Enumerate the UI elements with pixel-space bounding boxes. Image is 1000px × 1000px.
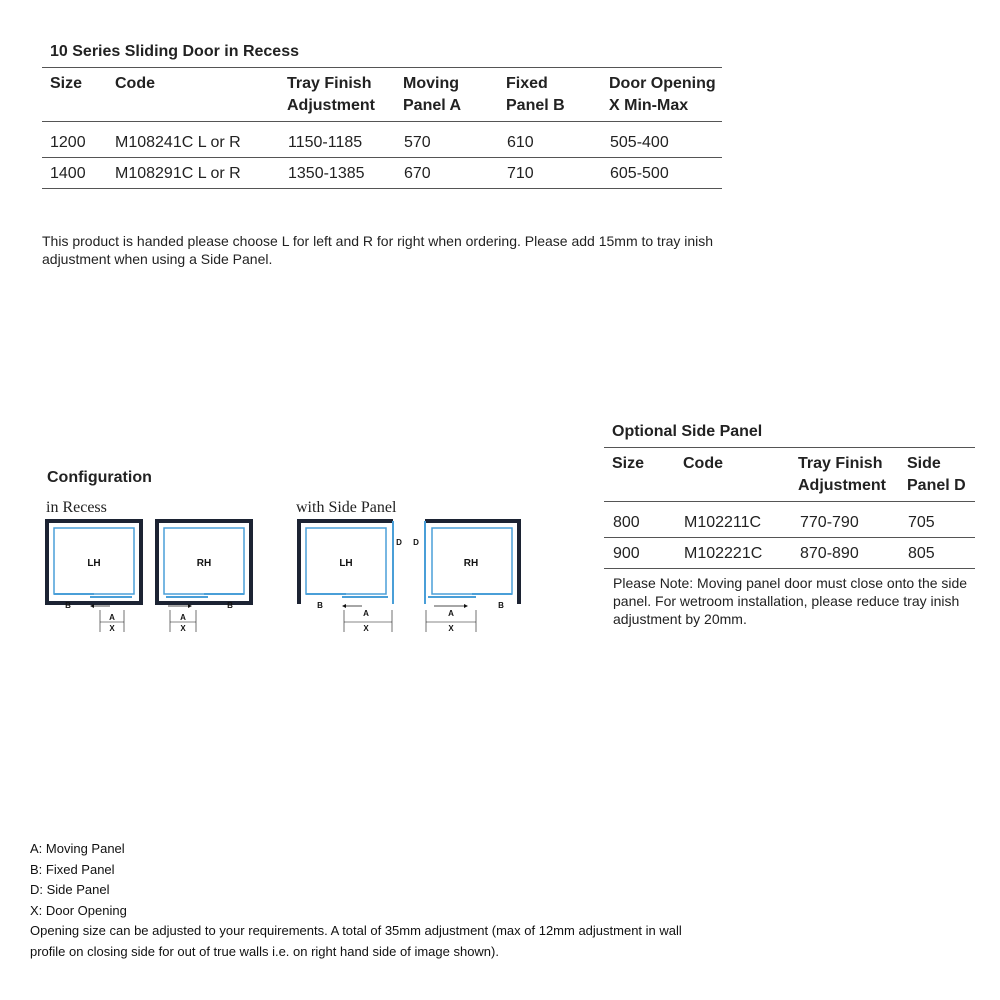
diagram-b-label: B (227, 601, 233, 610)
table-row-2-size: 1400 (50, 165, 86, 182)
diagram-x-label: X (180, 624, 186, 633)
side-col-header-tray: Tray Finish Adjustment (798, 455, 886, 494)
side-table-rule-header (604, 501, 975, 502)
diagram-lh-recess (44, 518, 144, 636)
col-header-code: Code (115, 75, 155, 92)
col-header-door-opening: Door Opening X Min-Max (609, 75, 716, 114)
diagram-lh-label: LH (339, 558, 353, 569)
configuration-title: Configuration (47, 469, 152, 486)
table-row-2-door: 605-500 (610, 165, 669, 182)
diagram-b-label: B (65, 601, 71, 610)
diagram-rh-label: RH (196, 558, 212, 569)
in-recess-label: in Recess (46, 499, 107, 516)
side-col-header-code: Code (683, 455, 723, 472)
side-row-1-size: 800 (613, 514, 640, 531)
main-table-rule-bottom (42, 188, 722, 189)
legend-line: D: Side Panel (30, 882, 110, 897)
side-table-rule-row1 (604, 537, 975, 538)
legend-line: profile on closing side for out of true walls i.e. on right hand side of image shown). (30, 943, 499, 959)
col-header-size: Size (50, 75, 83, 92)
side-row-2-side: 805 (908, 545, 935, 562)
table-row-2-code: M108291C L or R (115, 165, 241, 182)
side-panel-note: Please Note: Moving panel door must close onto the side panel. For wetroom installation, please reduce tray inish adjustment by 20mm. (613, 575, 968, 627)
col-header-moving-panel: Moving Panel A (403, 75, 462, 114)
main-table-rule-header (42, 121, 722, 122)
side-row-1-code: M102211C (684, 514, 762, 531)
col-header-fixed-panel: Fixed Panel B (506, 75, 565, 114)
diagram-x-label: X (109, 624, 115, 633)
diagram-x-label: X (363, 624, 369, 633)
diagram-d-label: D (413, 538, 419, 547)
table-row-1-moving: 570 (404, 134, 431, 151)
col-header-tray-finish: Tray Finish Adjustment (287, 75, 375, 114)
side-row-2-size: 900 (613, 545, 640, 562)
main-table-title: 10 Series Sliding Door in Recess (50, 43, 299, 60)
diagram-rh-label: RH (463, 558, 479, 569)
diagram-b-label: B (317, 601, 323, 610)
with-side-panel-label: with Side Panel (296, 499, 397, 516)
table-row-1-size: 1200 (50, 134, 86, 151)
diagram-a-label: A (448, 609, 454, 618)
side-table-rule-top (604, 447, 975, 448)
handed-note: This product is handed please choose L for left and R for right when ordering. Please add 15mm to tray inish adjustment when using a Side Panel. (42, 233, 714, 267)
diagram-lh-label: LH (87, 558, 101, 569)
diagram-b-label: B (498, 601, 504, 610)
table-row-1-fixed: 610 (507, 134, 534, 151)
diagram-a-label: A (109, 613, 115, 622)
side-row-2-tray: 870-890 (800, 545, 859, 562)
legend (30, 839, 790, 962)
main-table-rule-top (42, 67, 722, 68)
side-table-rule-bottom (604, 568, 975, 569)
side-col-header-side-panel: Side Panel D (907, 455, 966, 494)
side-row-2-code: M102221C (684, 545, 763, 562)
side-row-1-side: 705 (908, 514, 935, 531)
table-row-1-tray: 1150-1185 (288, 134, 363, 151)
side-table-title: Optional Side Panel (612, 423, 763, 440)
legend-line: A: Moving Panel (30, 841, 125, 856)
diagram-rh-recess (154, 518, 254, 636)
table-row-2-tray: 1350-1385 (288, 165, 365, 182)
legend-line: X: Door Opening (30, 902, 127, 918)
legend-line: B: Fixed Panel (30, 861, 115, 877)
diagram-x-label: X (448, 624, 454, 633)
main-table-rule-row1 (42, 157, 722, 158)
side-col-header-size: Size (612, 455, 645, 472)
diagram-a-label: A (363, 609, 369, 618)
diagram-a-label: A (180, 613, 186, 622)
legend-line: Opening size can be adjusted to your requirements. A total of 35mm adjustment (max of 12mm adjustment in wall (30, 923, 682, 938)
diagram-d-label: D (396, 538, 402, 547)
diagram-rh-side-panel (408, 518, 522, 636)
table-row-2-fixed: 710 (507, 165, 534, 182)
table-row-1-door: 505-400 (610, 134, 669, 151)
table-row-1-code: M108241C L or R (115, 134, 241, 151)
side-row-1-tray: 770-790 (800, 514, 859, 531)
table-row-2-moving: 670 (404, 165, 431, 182)
